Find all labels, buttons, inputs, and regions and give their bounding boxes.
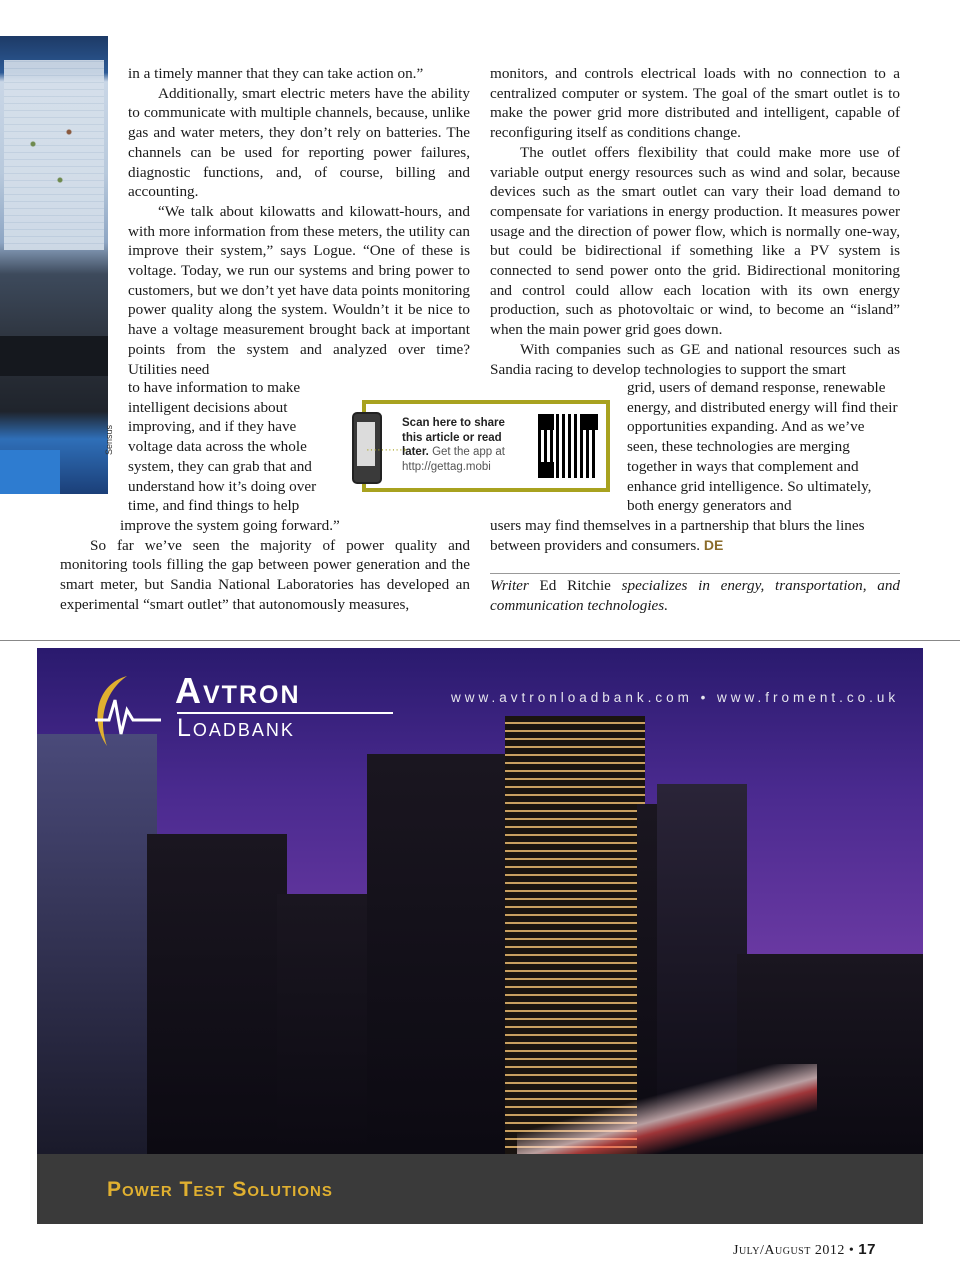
paragraph: “We talk about kilowatts and kilowatt-hours, and with more information from these meters, the utility can improve their system,” says Logue. “One of these is voltage. Today, we run our systems and bring power to customers, but we don’t yet have data points monitoring power quality along the system. Wouldn’t it be nice to have a voltage measurement brought back at important points from the system and analyzed over time? Utilities need <box>128 202 470 378</box>
paragraph: Additionally, smart electric meters have the ability to communicate with multiple channels, because, unlike gas and water meters, they don’t rely on batteries. The channels can be used for reporting power failures, diagnostic functions, and, of course, billing and accounting. <box>128 84 470 201</box>
building <box>37 734 157 1154</box>
control-room-photo <box>0 36 108 494</box>
ad-tagline: Power Test Solutions <box>107 1178 333 1201</box>
traffic-light-trails <box>517 1064 817 1154</box>
paragraph: With companies such as GE and national resources such as Sandia racing to develop technologies to support the smart <box>490 340 900 378</box>
column-1-top <box>128 64 470 379</box>
paragraph: grid, users of demand response, renewable energy, and distributed energy will find their opportunities expanding. And as we’ve seen, these technologies are merging together in ways that complement and enhance grid intelligence. So ultimately, both energy generators and <box>627 379 898 515</box>
page-number: 17 <box>858 1241 876 1258</box>
author-bio: Writer Ed Ritchie specializes in energy, transportation, and communication technologies. <box>490 577 901 614</box>
brand-name: Avtron <box>175 670 301 711</box>
ad-urls[interactable]: www.avtronloadbank.com • www.froment.co.uk <box>451 690 900 705</box>
column-2-wrap <box>627 378 899 516</box>
building <box>367 754 507 1154</box>
author-name: Ed Ritchie <box>539 577 611 594</box>
paragraph: monitors, and controls electrical loads with no connection to a centralized computer or system. The goal of the smart outlet is to make the power grid more distributed and intelligent, capable of reconfiguring itself as conditions change. <box>490 65 900 142</box>
ad-footer-band <box>37 1154 923 1224</box>
column-2-bottom <box>490 516 900 555</box>
qr-code-icon[interactable] <box>538 414 598 478</box>
column-1-wrap <box>128 378 334 516</box>
paragraph: The outlet offers flexibility that could make more use of variable output energy resources such as wind and solar, because devices such as the smart outlet can vary their load demand to compensate for variations in energy production. It measures power usage and the direction of power flow, which is normally one-way, but could be bidirectional if something like a PV system is connected to send power onto the grid. Bidirectional monitoring and control could allow each location with its own energy production, such as photovoltaic or wind, to become an “island” when the main power grid goes down. <box>490 143 900 339</box>
avtron-swoosh-icon <box>87 670 167 754</box>
end-mark: DE <box>703 536 724 553</box>
building <box>277 894 377 1154</box>
bio-rule <box>490 573 900 574</box>
photo-credit: Sensus <box>104 424 114 455</box>
brand-subname: Loadbank <box>177 714 295 742</box>
wall-map <box>6 96 96 216</box>
paragraph: users may find themselves in a partnership that blurs the lines between providers and consumers. <box>490 517 865 554</box>
paragraph: to have information to make intelligent decisions about improving, and if they have voltage data across the whole system, they can grab that and understand how it’s doing over time, and find things to help <box>128 379 317 515</box>
dotted-arrow-icon: ··········› <box>366 444 407 456</box>
paragraph: in a timely manner that they can take action on.” <box>128 65 424 82</box>
column-2-top <box>490 64 900 379</box>
page-folio: July/August 2012 • 17 <box>733 1241 876 1258</box>
qr-text: Scan here to share this article or read later. Get the app at http://gettag.mobi <box>402 417 505 473</box>
issue-date: July/August 2012 <box>733 1243 845 1258</box>
column-1-bottom <box>60 516 470 615</box>
monitor <box>0 450 60 494</box>
paragraph: So far we’ve seen the majority of power quality and monitoring tools filling the gap between power generation and the smart meter, but Sandia National Laboratories has developed an experimental “smart outlet” that autonomously measures, <box>60 536 470 613</box>
qr-callout[interactable] <box>362 400 610 492</box>
building <box>147 834 287 1154</box>
paragraph: improve the system going forward.” <box>120 517 340 534</box>
desk <box>0 336 108 376</box>
section-divider <box>0 640 960 641</box>
avtron-advertisement[interactable] <box>37 648 923 1224</box>
